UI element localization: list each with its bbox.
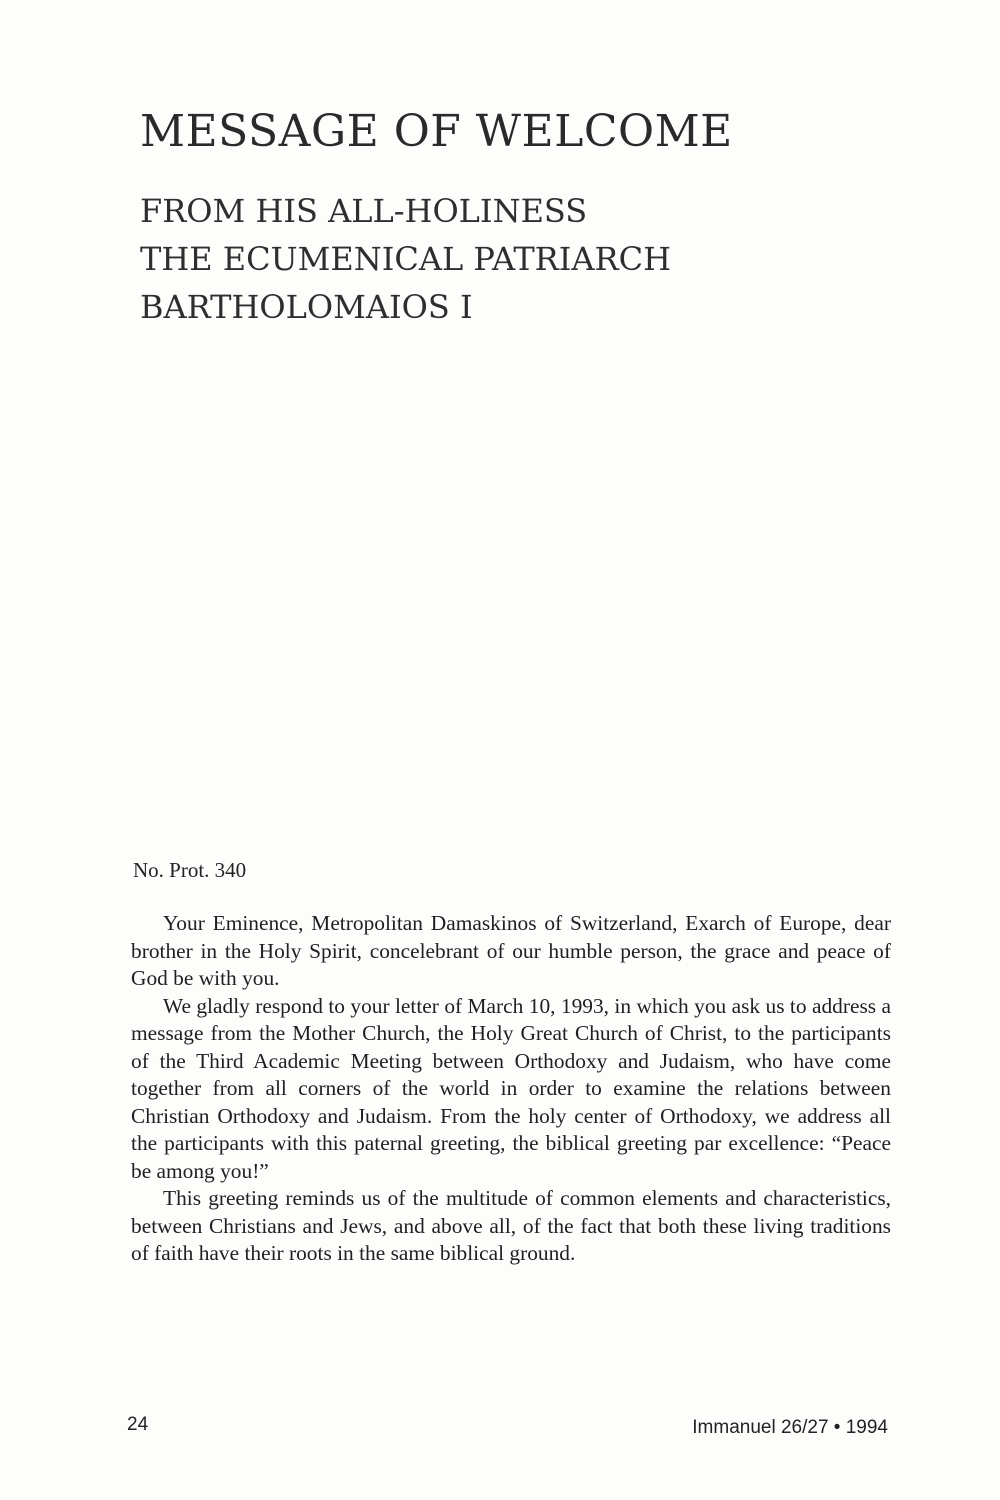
journal-citation: Immanuel 26/27 • 1994 <box>692 1417 888 1438</box>
subtitle <box>140 187 671 331</box>
page-number: 24 <box>127 1414 149 1435</box>
paragraph-2: We gladly respond to your letter of March 10, 1993, in which you ask us to address a message from the Mother Church, the Holy Great Church of Christ, to the participants of the Third Academic Meeting between Orthodoxy and Judaism, who have come together from all corners of the world in order to examine the relations between Christian Orthodoxy and Judaism. From the holy center of Orthodoxy, we address all the participants with this paternal greeting, the biblical greeting par excellence: “Peace be among you!” <box>131 993 891 1183</box>
protocol-number: No. Prot. 340 <box>133 858 247 882</box>
paragraph-3: This greeting reminds us of the multitude of common elements and characteristics, between Christians and Jews, and above all, of the fact that both these living traditions of faith have their roots in the same biblical ground. <box>131 1186 891 1265</box>
paragraph-1: Your Eminence, Metropolitan Damaskinos of Switzerland, Exarch of Europe, dear brother in the Holy Spirit, concelebrant of our humble person, the grace and peace of God be with you. <box>131 911 891 990</box>
body-text <box>131 910 891 1268</box>
subtitle-line-1: FROM HIS ALL-HOLINESS <box>140 192 588 230</box>
page-title: MESSAGE OF WELCOME <box>140 106 733 157</box>
subtitle-line-3: BARTHOLOMAIOS I <box>140 288 473 326</box>
subtitle-line-2: THE ECUMENICAL PATRIARCH <box>140 240 671 278</box>
